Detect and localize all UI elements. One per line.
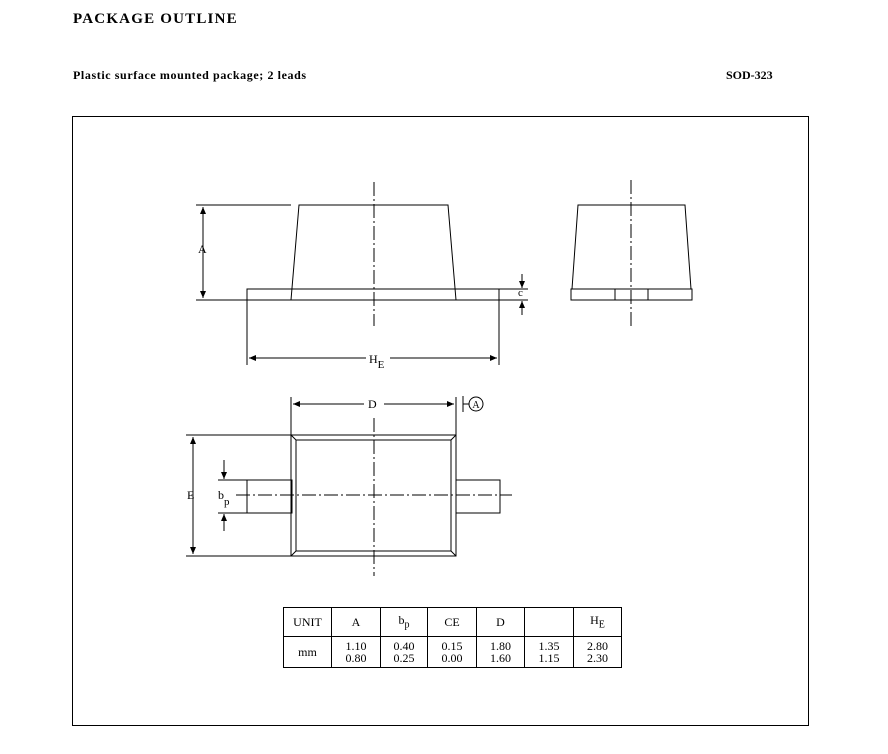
end-view — [571, 180, 692, 326]
lead-left — [247, 480, 292, 513]
header-A: A — [332, 608, 381, 637]
label-E: E — [187, 488, 195, 502]
value-bp: 0.40 0.25 — [381, 637, 428, 668]
label-D: D — [368, 397, 377, 411]
label-HE: HE — [369, 352, 385, 371]
dimensions-table — [283, 607, 622, 668]
page-title: PACKAGE OUTLINE — [73, 11, 238, 27]
package-code: SOD-323 — [726, 68, 773, 82]
label-A: A — [198, 242, 207, 256]
lead-right — [456, 480, 500, 513]
lead-frame-side — [247, 289, 499, 300]
value-CE: 0.15 0.00 — [428, 637, 477, 668]
header-E — [525, 608, 574, 637]
header-unit: UNIT — [284, 608, 332, 637]
value-D: 1.80 1.60 — [477, 637, 525, 668]
side-view — [196, 182, 528, 365]
value-A: 1.10 0.80 — [332, 637, 381, 668]
label-c: c — [518, 287, 523, 299]
label-bp: bp — [218, 488, 230, 508]
datum-A-label: A — [472, 400, 480, 411]
unit-cell: mm — [284, 637, 332, 668]
header-D: D — [477, 608, 525, 637]
value-E: 1.35 1.15 — [525, 637, 574, 668]
value-HE: 2.80 2.30 — [574, 637, 622, 668]
header-bp: $b_p$ — [381, 608, 428, 637]
table-header-row — [284, 608, 622, 637]
package-description: Plastic surface mounted package; 2 leads — [73, 68, 307, 82]
header-CE: CE — [428, 608, 477, 637]
header-HE: $H_E$ — [574, 608, 622, 637]
top-view — [186, 396, 512, 576]
table-row — [284, 637, 622, 668]
